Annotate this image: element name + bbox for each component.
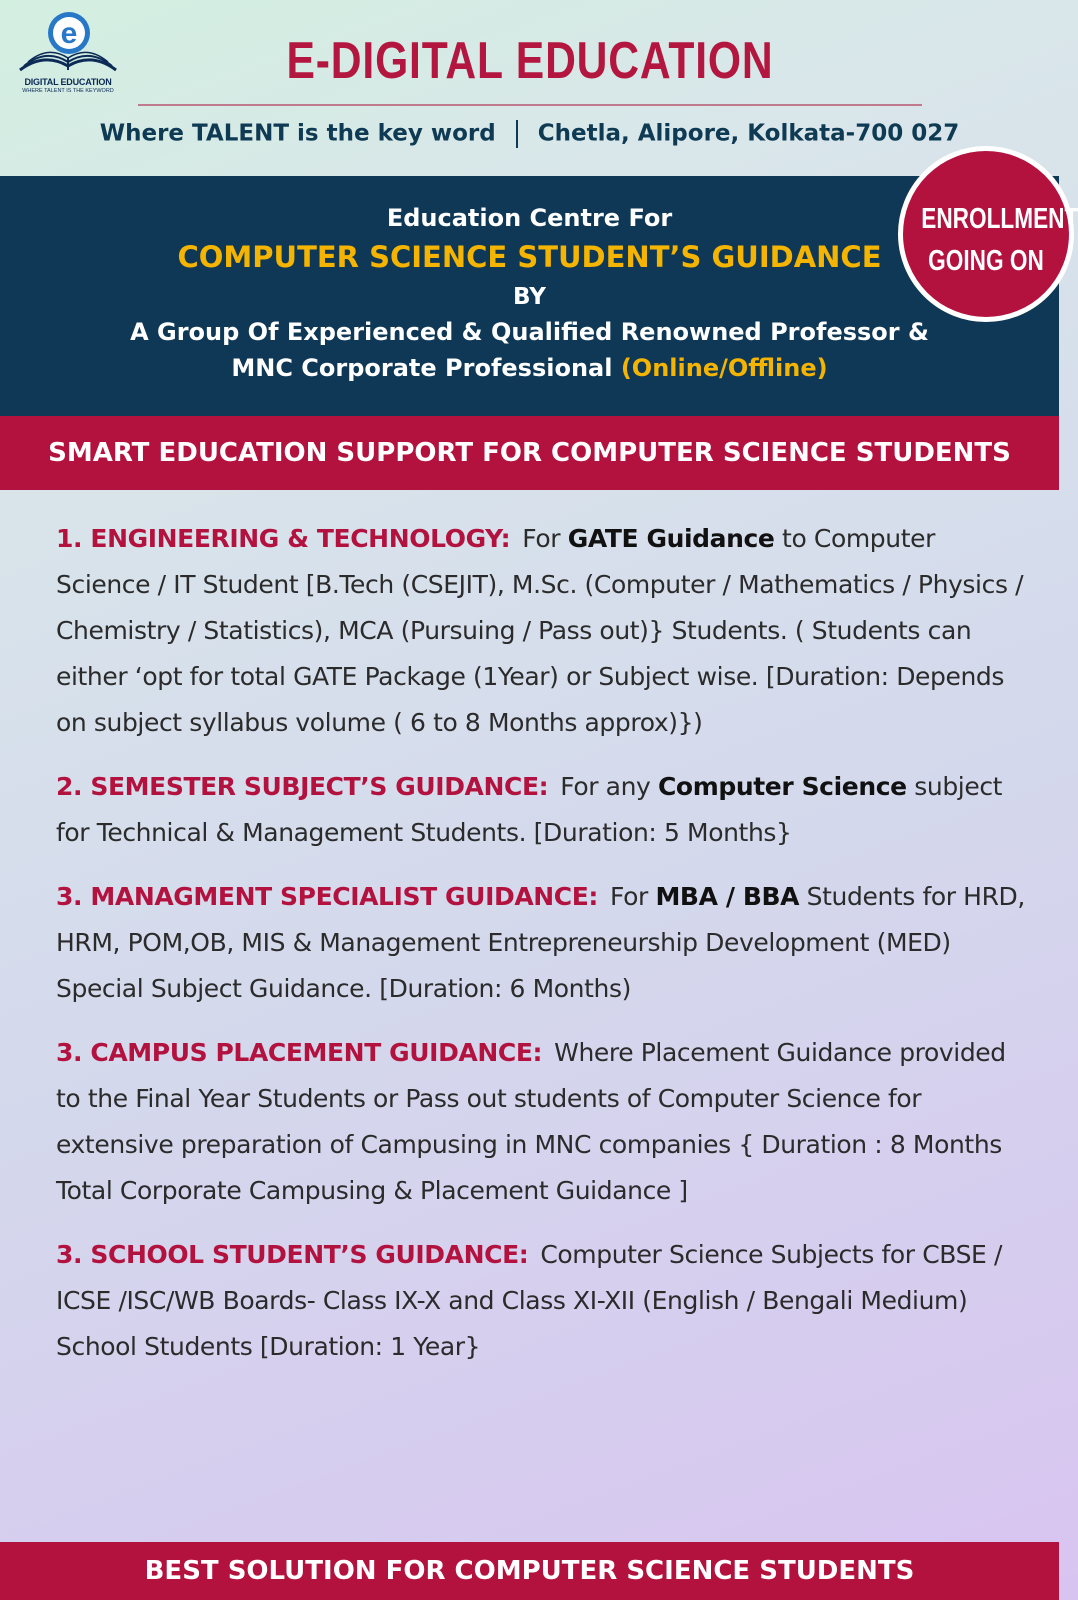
- mode-highlight: (Online/Offline): [620, 354, 828, 382]
- address-text: Chetla, Alipore, Kolkata-700 027: [537, 120, 960, 147]
- badge-line-1: ENROLLMENT: [921, 203, 1078, 235]
- logo-name: DIGITAL EDUCATION: [24, 77, 112, 87]
- footer-bar: BEST SOLUTION FOR COMPUTER SCIENCE STUDENTS: [0, 1542, 1059, 1600]
- list-item: [56, 874, 1036, 1012]
- logo: [12, 8, 124, 103]
- list-item: [56, 1232, 1036, 1370]
- item-heading: 1. ENGINEERING & TECHNOLOGY:: [56, 524, 511, 553]
- item-text: Computer Science Subjects for CBSE / ICSE /ISC/WB Boards- Class IX-X and Class XI-XII (English / Bengali Medium) School Students [Duration: 1 Year}: [56, 1240, 1002, 1361]
- banner-headline: COMPUTER SCIENCE STUDENT’S GUIDANCE: [177, 240, 882, 274]
- list-item: [56, 764, 1036, 856]
- item-text: For: [610, 882, 656, 911]
- logo-tagline: WHERE TALENT IS THE KEYWORD: [22, 88, 114, 94]
- item-heading: 3. CAMPUS PLACEMENT GUIDANCE:: [56, 1038, 543, 1067]
- item-text: Students for HRD, HRM, POM,OB, MIS & Management Entrepreneurship Development (MED) Special Subject Guidance. [Duration: 6 Months): [56, 882, 1025, 1003]
- badge-line-2: GOING ON: [928, 245, 1044, 277]
- banner-line-4: A Group Of Experienced & Qualified Renowned Professor &: [130, 318, 929, 346]
- item-text: For any: [560, 772, 658, 801]
- page-title: E-DIGITAL EDUCATION: [286, 32, 774, 90]
- item-heading: 2. SEMESTER SUBJECT’S GUIDANCE:: [56, 772, 549, 801]
- logo-letter: e: [60, 17, 78, 50]
- tagline-row: [0, 120, 1059, 150]
- book-logo-icon: [12, 8, 124, 78]
- item-emphasis: Computer Science: [657, 772, 907, 801]
- item-emphasis: GATE Guidance: [567, 524, 775, 553]
- section-header: SMART EDUCATION SUPPORT FOR COMPUTER SCIENCE STUDENTS: [0, 416, 1059, 490]
- item-heading: 3. SCHOOL STUDENT’S GUIDANCE:: [56, 1240, 529, 1269]
- item-heading: 3. MANAGMENT SPECIALIST GUIDANCE:: [56, 882, 599, 911]
- vertical-separator: [516, 120, 518, 148]
- header: [0, 0, 1059, 176]
- tagline-text: Where TALENT is the key word: [99, 120, 496, 147]
- banner-line-1: Education Centre For: [386, 204, 673, 232]
- enrollment-badge: [898, 146, 1078, 322]
- item-text: to Computer Science / IT Student [B.Tech (CSEJIT), M.Sc. (Computer / Mathematics / Physics / Chemistry / Statistics), MCA (Pursuing / Pass out)} Students. ( Students can either ‘opt for total GATE Package (1Year) or Subject wise. [Duration: Depends on subject syllabus volume ( 6 to 8 Months approx)}): [56, 524, 1024, 737]
- list-item: [56, 516, 1036, 746]
- guidance-list: [56, 516, 1036, 1388]
- item-emphasis: MBA / BBA: [655, 882, 800, 911]
- banner-line-by: BY: [513, 284, 546, 310]
- list-item: [56, 1030, 1036, 1214]
- title-divider: [138, 104, 922, 106]
- item-text: Where Placement Guidance provided to the Final Year Students or Pass out students of Computer Science for extensive preparation of Campusing in MNC companies { Duration : 8 Months Total Corporate Campusing & Placement Guidance ]: [56, 1038, 1006, 1205]
- banner-line-5-text: MNC Corporate Professional: [231, 354, 613, 382]
- item-text: For: [522, 524, 568, 553]
- item-text: subject for Technical & Management Students. [Duration: 5 Months}: [56, 772, 1003, 847]
- banner-line-5: [0, 354, 1059, 382]
